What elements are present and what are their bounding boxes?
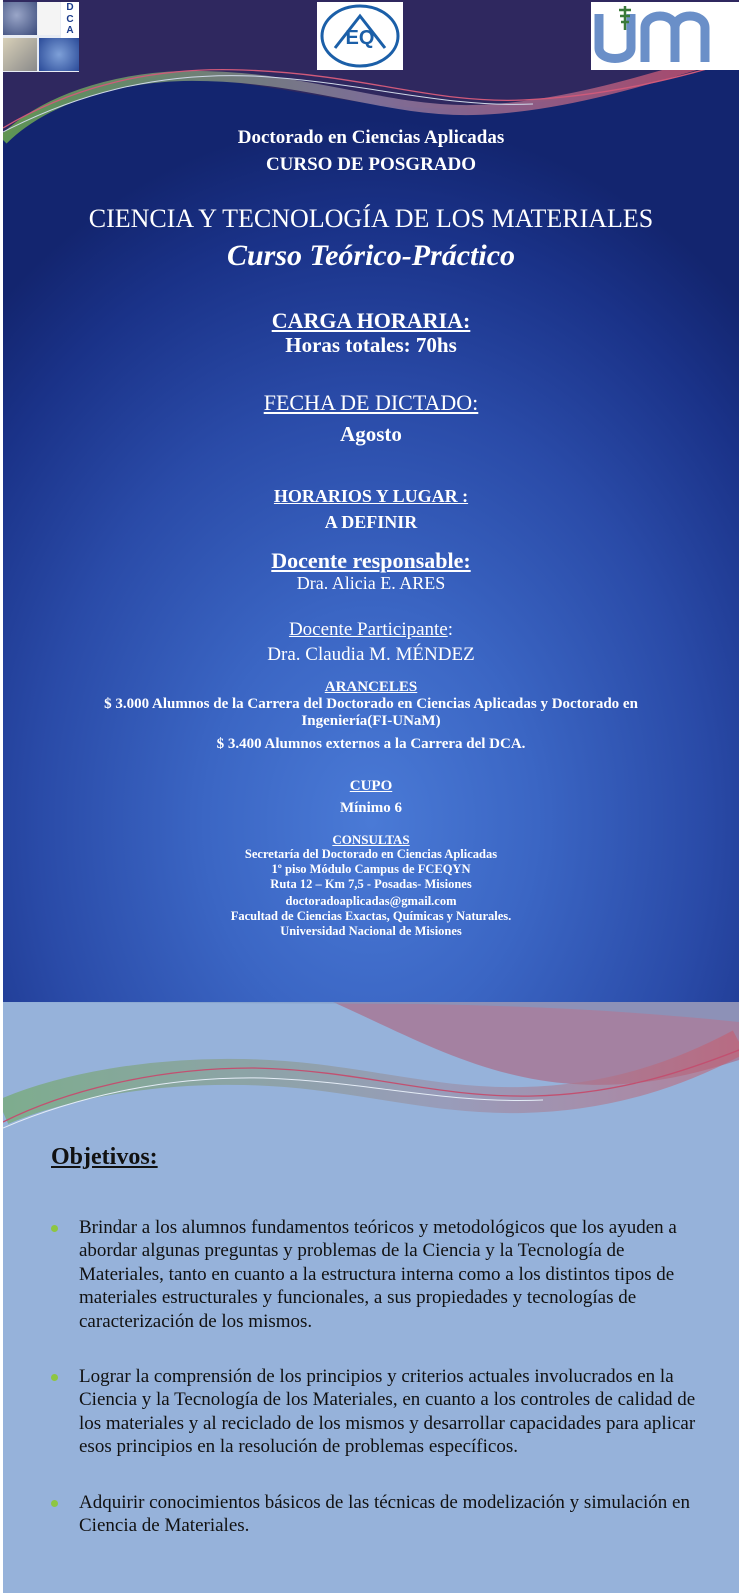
cupo-label: CUPO [349, 778, 393, 794]
objectives-list [51, 1216, 711, 1569]
molecule-image [3, 2, 37, 35]
consultas-line: Ruta 12 – Km 7,5 - Posadas- Misiones [270, 877, 472, 891]
decorative-wave [3, 1002, 739, 1152]
cupo-value: Mínimo 6 [339, 800, 403, 816]
horarios-label: HORARIOS Y LUGAR : [273, 486, 469, 506]
aranceles-label: ARANCELES [324, 679, 418, 695]
carga-label: CARGA HORARIA: [271, 308, 471, 333]
unam-logo [591, 2, 739, 70]
dca-letters: D C A [61, 2, 79, 38]
horarios-value: A DEFINIR [324, 512, 418, 532]
objective-text: Lograr la comprensión de los principios y criterios actuales involucrados en la Ciencia y la Tecnología de los Materiales, en cuanto a los controles de calidad de los materiales y al reciclado de los mismos y desarrollar capacidades para aplicar esos principios en la resolución de problemas específicos. [79, 1366, 696, 1458]
arancel-1-line2: Ingeniería(FI-UNaM) [301, 713, 441, 729]
objective-item [51, 1491, 711, 1538]
participante-value: Dra. Claudia M. MÉNDEZ [267, 644, 475, 665]
spheres-image [39, 38, 79, 71]
program-name: Doctorado en Ciencias Aplicadas [237, 127, 505, 148]
course-title: CIENCIA Y TECNOLOGÍA DE LOS MATERIALES [88, 204, 654, 233]
docente-label: Docente responsable: [271, 548, 471, 573]
course-type: CURSO DE POSGRADO [265, 154, 477, 175]
arancel-1-line1: $ 3.000 Alumnos de la Carrera del Doctorado en Ciencias Aplicadas y Doctorado en [104, 696, 638, 712]
um-mini-logo [38, 2, 60, 35]
arancel-2: $ 3.400 Alumnos externos a la Carrera del DCA. [216, 736, 526, 752]
bullet-icon [51, 1374, 58, 1381]
poster-slide [3, 0, 739, 1002]
consultas-label: CONSULTAS [332, 832, 410, 847]
fceqyn-logo [317, 2, 403, 70]
objective-item [51, 1216, 711, 1333]
consultas-line: Secretaría del Doctorado en Ciencias Aplicadas [244, 847, 498, 861]
svg-text:um: um [729, 66, 731, 67]
material-image [3, 38, 37, 71]
fecha-value: Agosto [340, 422, 402, 446]
participante-colon: : [447, 619, 454, 640]
docente-value: Dra. Alicia E. ARES [296, 573, 446, 593]
consultas-line: Facultad de Ciencias Exactas, Químicas y Naturales. [230, 909, 512, 923]
objective-text: Adquirir conocimientos básicos de las técnicas de modelización y simulación en Ciencia de Materiales. [79, 1491, 690, 1537]
svg-text:EQ: EQ [345, 27, 375, 49]
carga-value: Horas totales: 70hs [285, 333, 457, 357]
course-subtitle: Curso Teórico-Práctico [226, 239, 516, 272]
objective-text: Brindar a los alumnos fundamentos teóricos y metodológicos que los ayuden a abordar algunas preguntas y problemas de la Ciencia y la Tecnología de Materiales, tanto en cuanto a la estructura interna como a los distintos tipos de materiales estructurales y funcionales, a sus propiedades y tecnologías de caracterización de los mismos. [79, 1217, 677, 1332]
objectives-title: Objetivos: [51, 1144, 158, 1170]
objective-item [51, 1365, 711, 1459]
fecha-label: FECHA DE DICTADO: [263, 390, 479, 415]
consultas-line: 1º piso Módulo Campus de FCEQYN [271, 862, 471, 876]
bullet-icon [51, 1500, 58, 1507]
consultas-line: Universidad Nacional de Misiones [280, 924, 462, 938]
participante-label: Docente Participante [288, 619, 448, 640]
contact-email: doctoradoaplicadas@gmail.com [285, 894, 457, 908]
participante-label-line [3, 620, 739, 641]
bullet-icon [51, 1225, 58, 1232]
objectives-slide [3, 1002, 739, 1593]
dca-logo [3, 2, 79, 72]
